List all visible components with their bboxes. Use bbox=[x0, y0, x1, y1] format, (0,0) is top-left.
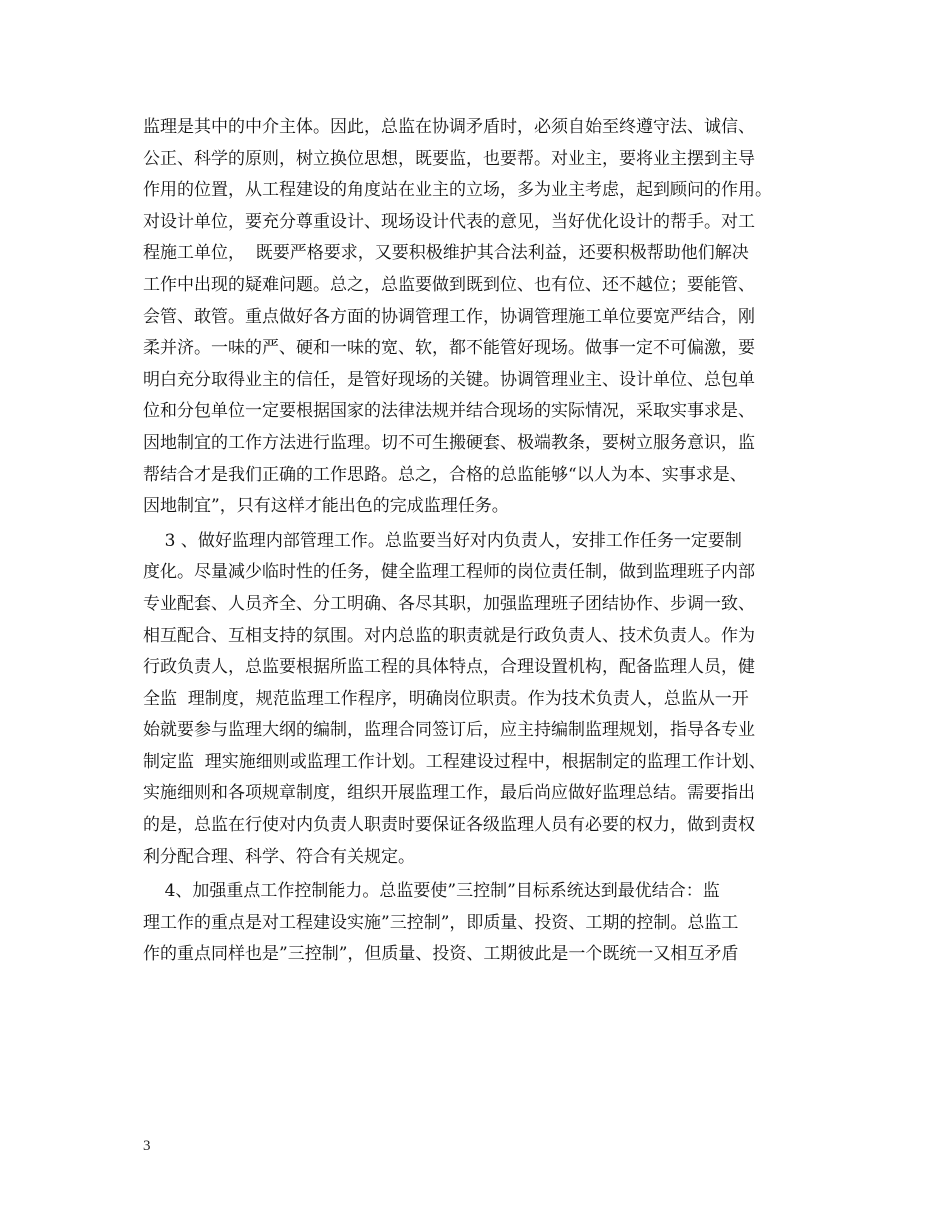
text-line: 实施细则和各项规章制度，组织开展监理工作，最后尚应做好监理总结。需要指出 bbox=[143, 783, 755, 804]
text-line: 的是，总监在行使对内负责人职责时要保证各级监理人员有必要的权力，做到责权 bbox=[143, 815, 755, 836]
text-line: 位和分包单位一定要根据国家的法律法规并结合现场的实际情况，采取实事求是、 bbox=[143, 401, 755, 422]
text-line: 因地制宜”，只有这样才能出色的完成监理任务。 bbox=[143, 496, 509, 517]
text-line: 帮结合才是我们正确的工作思路。总之，合格的总监能够“以人为本、实事求是、 bbox=[143, 464, 747, 485]
paragraph-3-start: 3 、做好监理内部管理工作。总监要当好对内负责人，安排工作任务一定要制 bbox=[143, 530, 742, 551]
text-line: 制定监 理实施细则或监理工作计划。工程建设过程中，根据制定的监理工作计划、 bbox=[143, 751, 766, 772]
text-line: 柔并济。一味的严、硬和一味的宽、软，都不能管好现场。做事一定不可偏激，要 bbox=[143, 338, 755, 359]
document-body bbox=[143, 112, 807, 971]
text-line: 程施工单位， 既要严格要求，又要积极维护其合法利益，还要积极帮助他们解决 bbox=[143, 243, 749, 264]
text-line: 行政负责人，总监要根据所监工程的具体特点，合理设置机构，配备监理人员，健 bbox=[143, 657, 755, 678]
text-line: 因地制宜的工作方法进行监理。切不可生搬硬套、极端教条，要树立服务意识，监 bbox=[143, 432, 755, 453]
text-line: 理工作的重点是对工程建设实施”三控制”，即质量、投资、工期的控制。总监工 bbox=[143, 912, 739, 933]
text-line: 公正、科学的原则，树立换位思想，既要监，也要帮。对业主，要将业主摆到主导 bbox=[143, 148, 755, 169]
text-line: 会管、敢管。重点做好各方面的协调管理工作，协调管理施工单位要宽严结合，刚 bbox=[143, 306, 755, 327]
text-line: 始就要参与监理大纲的编制，监理合同签订后，应主持编制监理规划，指导各专业 bbox=[143, 720, 755, 741]
text-line: 相互配合、互相支持的氛围。对内总监的职责就是行政负责人、技术负责人。作为 bbox=[143, 625, 755, 646]
text-line: 明白充分取得业主的信任，是管好现场的关键。协调管理业主、设计单位、总包单 bbox=[143, 369, 755, 390]
page-number: 3 bbox=[143, 1138, 151, 1154]
text-line: 对设计单位，要充分尊重设计、现场设计代表的意见，当好优化设计的帮手。对工 bbox=[143, 211, 755, 232]
text-line: 作用的位置，从工程建设的角度站在业主的立场，多为业主考虑，起到顾问的作用。 bbox=[143, 180, 772, 201]
text-line: 利分配合理、科学、符合有关规定。 bbox=[143, 846, 415, 867]
paragraph-4-start: 4、加强重点工作控制能力。总监要使”三控制”目标系统达到最优结合：监 bbox=[143, 881, 720, 902]
text-line: 监理是其中的中介主体。因此，总监在协调矛盾时，必须自始至终遵守法、诚信、 bbox=[143, 117, 755, 137]
text-line: 作的重点同样也是”三控制”，但质量、投资、工期彼此是一个既统一又相互矛盾 bbox=[143, 944, 739, 965]
text-line: 专业配套、人员齐全、分工明确、各尽其职，加强监理班子团结协作、步调一致、 bbox=[143, 593, 755, 614]
text-line: 度化。尽量减少临时性的任务，健全监理工程师的岗位责任制，做到监理班子内部 bbox=[143, 562, 755, 583]
text-line: 工作中出现的疑难问题。总之，总监要做到既到位、也有位、还不越位；要能管、 bbox=[143, 274, 755, 295]
text-line: 全监 理制度，规范监理工作程序，明确岗位职责。作为技术负责人，总监从一开 bbox=[143, 688, 749, 709]
